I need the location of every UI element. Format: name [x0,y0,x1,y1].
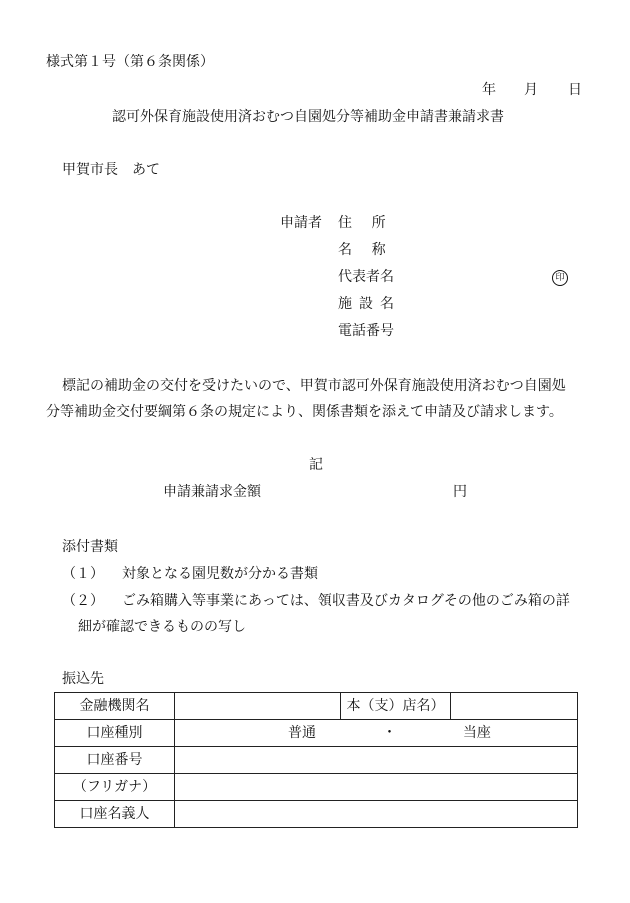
applicant-label: 申請者 [280,215,322,231]
addressee: 甲賀市長 あて [62,162,160,178]
amount-unit: 円 [453,484,467,500]
attachments-title: 添付書類 [62,539,118,555]
ki-heading: 記 [309,457,323,473]
date-year: 年 [482,82,496,98]
body-line-2: 分等補助金交付要綱第６条の規定により、関係書類を添えて申請及び請求します。 [46,404,563,420]
account-type-label: 口座種別 [55,720,175,747]
seal-stamp: 印 [552,270,568,286]
table-row [55,747,578,774]
holder-label: 口座名義人 [55,801,175,828]
furigana-label: （フリガナ） [55,774,175,801]
seal-mark [552,269,568,286]
attachment-2-number: （２） [62,593,104,609]
amount-label: 申請兼請求金額 [163,484,261,500]
attachment-2-text: ごみ箱購入等事業にあっては、領収書及びカタログその他のごみ箱の詳 [122,593,570,609]
table-row [55,720,578,747]
account-number-label: 口座番号 [55,747,175,774]
attachment-2-text-cont: 細が確認できるものの写し [78,619,246,635]
branch-field[interactable] [451,693,578,720]
applicant-address-label: 住所 [338,215,406,231]
type-separator: ・ [382,725,397,741]
applicant-representative-label: 代表者名 [338,269,394,285]
date-day: 日 [568,82,582,98]
applicant-name-label: 名称 [338,242,406,258]
furigana-field[interactable] [175,774,578,801]
attachment-1-text: 対象となる園児数が分かる書類 [122,566,318,582]
table-row [55,774,578,801]
institution-field[interactable] [175,693,341,720]
account-number-field[interactable] [175,747,578,774]
type-current[interactable]: 当座 [462,725,491,741]
branch-label: 本（支）店名） [341,693,451,720]
applicant-facility-label: 施設名 [338,296,401,312]
type-ordinary[interactable]: 普通 [288,725,316,741]
table-row [55,801,578,828]
form-number: 様式第１号（第６条関係） [46,54,214,70]
attachment-1-number: （１） [62,566,104,582]
body-line-1: 標記の補助金の交付を受けたいので、甲賀市認可外保育施設使用済おむつ自園処 [62,378,566,394]
institution-label: 金融機関名 [55,693,175,720]
date-month: 月 [524,82,538,98]
holder-field[interactable] [175,801,578,828]
applicant-phone-label: 電話番号 [338,323,394,339]
form-title: 認可外保育施設使用済おむつ自園処分等補助金申請書兼請求書 [112,109,504,125]
account-type-field[interactable] [175,720,578,747]
bank-title: 振込先 [62,671,104,687]
bank-table [54,692,578,828]
table-row [55,693,578,720]
